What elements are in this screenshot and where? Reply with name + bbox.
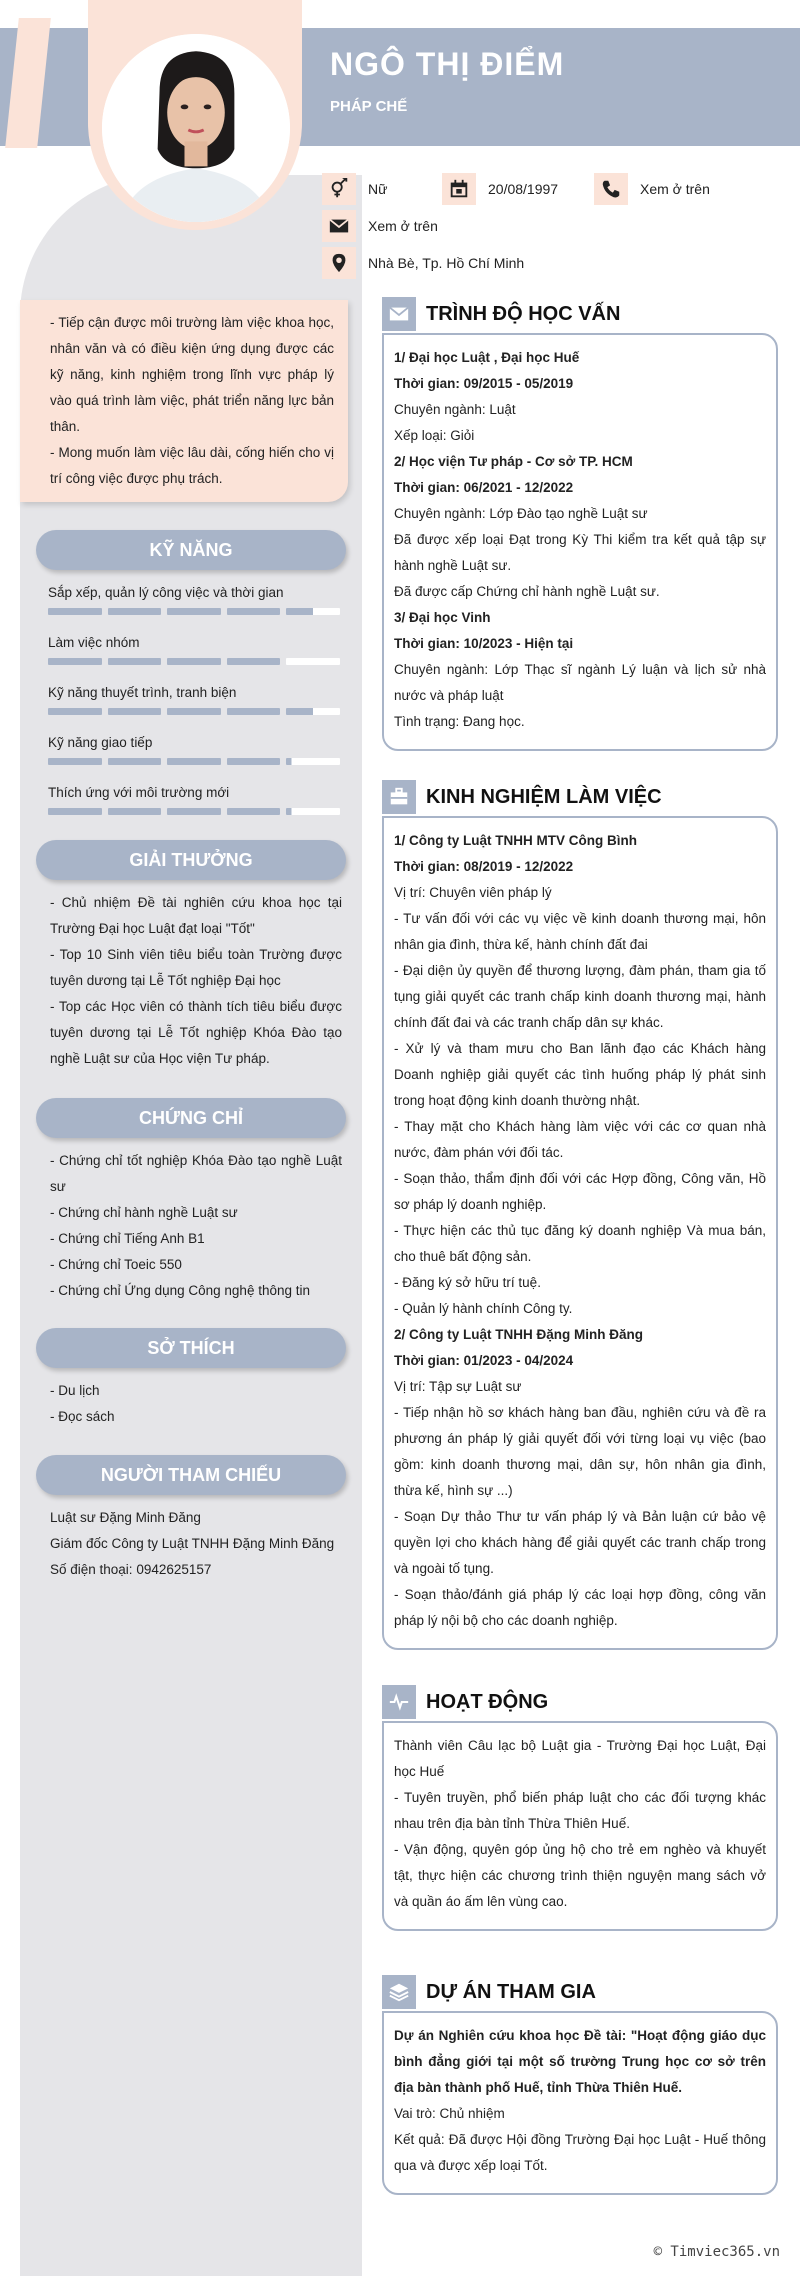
avatar: [98, 30, 294, 226]
contact-email: [322, 210, 438, 242]
gender-icon: [322, 173, 356, 205]
award-item: - Chủ nhiệm Đề tài nghiên cứu khoa học tại Trường Đại học Luật đạt loại "Tốt": [50, 895, 342, 936]
projects-box: [382, 2011, 778, 2195]
layers-icon: [382, 1975, 416, 2009]
section-line: - Tư vấn đối với các vụ việc về kinh doanh thương mại, hôn nhân gia đình, thừa kế, hành chính đất đai: [394, 911, 766, 952]
section-line: Chuyên ngành: Lớp Đào tạo nghề Luật sư: [394, 506, 648, 521]
skill-name: Thích ứng với môi trường mới: [48, 785, 230, 800]
certificate-item: - Chứng chỉ Tiếng Anh B1: [50, 1231, 205, 1246]
section-line: 1/ Công ty Luật TNHH MTV Công Bình: [394, 833, 637, 848]
section-line: Đã được cấp Chứng chỉ hành nghề Luật sư.: [394, 584, 660, 599]
section-line: Vai trò: Chủ nhiệm: [394, 2106, 505, 2121]
skill-item: [48, 635, 340, 665]
section-line: - Soạn Dự thảo Thư tư vấn pháp lý và Bản luận cứ bảo vệ quyền lợi cho khách hàng để giải quyết các tranh chấp trong và ngoài tố tụng.: [394, 1509, 766, 1576]
skill-bar: [48, 808, 340, 815]
section-line: 2/ Học viện Tư pháp - Cơ sở TP. HCM: [394, 454, 633, 469]
section-line: Dự án Nghiên cứu khoa học Đề tài: "Hoạt động giáo dục bình đẳng giới tại một số trường Trung học cơ sở trên địa bàn thành phố Huế, tỉnh Thừa Thiên Huế.: [394, 2028, 766, 2095]
section-line: Thời gian: 06/2021 - 12/2022: [394, 480, 574, 495]
briefcase-icon: [382, 780, 416, 814]
contact-phone: [594, 173, 710, 205]
references-heading: NGƯỜI THAM CHIẾU: [36, 1455, 346, 1495]
candidate-name: NGÔ THỊ ĐIỂM: [330, 46, 565, 82]
skill-item: [48, 585, 340, 615]
section-line: - Tuyên truyền, phổ biến pháp luật cho các đối tượng khác nhau trên địa bàn tỉnh Thừa Thiên Huế.: [394, 1790, 766, 1831]
skills-heading: KỸ NĂNG: [36, 530, 346, 570]
section-line: 2/ Công ty Luật TNHH Đặng Minh Đăng: [394, 1327, 643, 1342]
email-text: Xem ở trên: [368, 218, 438, 234]
section-line: - Thực hiện các thủ tục đăng ký doanh nghiệp Và mua bán, cho thuê bất động sản.: [394, 1223, 766, 1264]
reference-line: Giám đốc Công ty Luật TNHH Đặng Minh Đăng: [50, 1536, 335, 1551]
section-line: Vị trí: Chuyên viên pháp lý: [394, 885, 552, 900]
awards-list: [50, 890, 342, 1072]
hobby-item: - Đọc sách: [50, 1409, 115, 1424]
award-item: - Top các Học viên có thành tích tiêu biểu được tuyên dương tại Lễ Tốt nghiệp Khóa Đào tạo nghề Luật sư của Học viện Tư pháp.: [50, 999, 342, 1066]
projects-title: DỰ ÁN THAM GIA: [426, 1980, 596, 2003]
calendar-icon: [442, 173, 476, 205]
experience-content: [394, 828, 766, 1634]
education-section-title: [382, 297, 620, 331]
section-line: - Soạn thảo/đánh giá pháp lý các loại hợp đồng, công văn pháp lý nội bộ cho các doanh nghiệp.: [394, 1587, 766, 1628]
hobby-item: - Du lịch: [50, 1383, 100, 1398]
skill-name: Làm việc nhóm: [48, 635, 140, 650]
certificate-item: - Chứng chỉ Toeic 550: [50, 1257, 182, 1272]
certificates-list: [50, 1148, 342, 1304]
section-line: Đã được xếp loại Đạt trong Kỳ Thi kiểm tra kết quả tập sự hành nghề Luật sư.: [394, 532, 766, 573]
career-objective: [20, 300, 348, 502]
section-line: - Vận động, quyên góp ủng hộ cho trẻ em nghèo và khuyết tật, thực hiện các chương trình thiện nguyện mang sách vở và quần áo ấm lên vùng cao.: [394, 1842, 766, 1909]
section-line: Vị trí: Tập sự Luật sư: [394, 1379, 522, 1394]
objective-line: - Mong muốn làm việc lâu dài, cống hiến cho vị trí công việc được phụ trách.: [50, 445, 334, 486]
education-content: [394, 345, 766, 735]
awards-heading: GIẢI THƯỞNG: [36, 840, 346, 880]
job-title: PHÁP CHẾ: [330, 98, 408, 115]
birthday-text: 20/08/1997: [488, 181, 559, 197]
phone-icon: [594, 173, 628, 205]
activities-content: [394, 1733, 766, 1915]
references-list: [50, 1505, 342, 1583]
skill-bar: [48, 658, 340, 665]
section-line: Tình trạng: Đang học.: [394, 714, 525, 729]
reference-line: Số điện thoại: 0942625157: [50, 1562, 212, 1577]
experience-box: [382, 816, 778, 1650]
section-line: Chuyên ngành: Lớp Thạc sĩ ngành Lý luận và lịch sử nhà nước và pháp luật: [394, 662, 766, 703]
section-line: - Quản lý hành chính Công ty.: [394, 1301, 573, 1316]
education-box: [382, 333, 778, 751]
envelope-icon: [382, 297, 416, 331]
education-title: TRÌNH ĐỘ HỌC VẤN: [426, 302, 621, 325]
skill-item: [48, 685, 340, 715]
hobbies-list: [50, 1378, 342, 1430]
certificate-item: - Chứng chỉ hành nghề Luật sư: [50, 1205, 238, 1220]
skill-name: Kỹ năng thuyết trình, tranh biện: [48, 685, 237, 700]
activities-box: [382, 1721, 778, 1931]
section-line: - Tiếp nhận hồ sơ khách hàng ban đầu, nghiên cứu và đề ra phương án pháp lý giải quyết đối với từng loại vụ việc (bao gồm: kinh doanh thương mại, dân sự, hôn nhân gia đình, thừa kế, hình sự ...): [394, 1405, 766, 1498]
experience-section-title: [382, 780, 662, 814]
section-line: Xếp loại: Giỏi: [394, 428, 475, 443]
section-line: 1/ Đại học Luật , Đại học Huế: [394, 350, 580, 365]
location-icon: [322, 247, 356, 279]
section-line: - Đăng ký sở hữu trí tuệ.: [394, 1275, 541, 1290]
contact-gender: [322, 173, 387, 205]
projects-section-title: [382, 1975, 596, 2009]
skill-name: Sắp xếp, quản lý công việc và thời gian: [48, 585, 284, 600]
certificates-heading: CHỨNG CHỈ: [36, 1098, 346, 1138]
projects-content: [394, 2023, 766, 2179]
section-line: - Soạn thảo, thẩm định đối với các Hợp đồng, Công văn, Hồ sơ pháp lý doanh nghiệp.: [394, 1171, 766, 1212]
section-line: Thời gian: 01/2023 - 04/2024: [394, 1353, 574, 1368]
award-item: - Top 10 Sinh viên tiêu biểu toàn Trường được tuyên dương tại Lễ Tốt nghiệp Đại học: [50, 947, 342, 988]
section-line: Kết quả: Đã được Hội đồng Trường Đại học Luật - Huế thông qua và được xếp loại Tốt.: [394, 2132, 766, 2173]
section-line: Chuyên ngành: Luật: [394, 402, 516, 417]
section-line: Thành viên Câu lạc bộ Luật gia - Trường Đại học Luật, Đại học Huế: [394, 1738, 766, 1779]
activities-title: HOẠT ĐỘNG: [426, 1690, 549, 1713]
experience-title: KINH NGHIỆM LÀM VIỆC: [426, 785, 662, 808]
pulse-icon: [382, 1685, 416, 1719]
section-line: - Xử lý và tham mưu cho Ban lãnh đạo các Khách hàng Doanh nghiệp giải quyết các tình huống pháp lý phát sinh trong hoạt động kinh doanh thường nhật.: [394, 1041, 766, 1108]
skill-bar: [48, 758, 340, 765]
skill-item: [48, 785, 340, 815]
certificate-item: - Chứng chỉ Ứng dụng Công nghệ thông tin: [50, 1283, 310, 1298]
section-line: Thời gian: 09/2015 - 05/2019: [394, 376, 574, 391]
contact-birthday: [442, 173, 558, 205]
address-text: Nhà Bè, Tp. Hồ Chí Minh: [368, 255, 525, 271]
section-line: - Thay mặt cho Khách hàng làm việc với các cơ quan nhà nước, đàm phán với đối tác.: [394, 1119, 766, 1160]
phone-text: Xem ở trên: [640, 181, 710, 197]
reference-line: Luật sư Đặng Minh Đăng: [50, 1510, 201, 1525]
section-line: Thời gian: 10/2023 - Hiện tại: [394, 636, 574, 651]
footer-watermark: © Timviec365.vn: [653, 2244, 780, 2260]
gender-text: Nữ: [368, 181, 388, 197]
hobbies-heading: SỞ THÍCH: [36, 1328, 346, 1368]
skill-bar: [48, 608, 340, 615]
section-line: - Đại diện ủy quyền để thương lượng, đàm phán, tham gia tố tụng giải quyết các tranh chấp kinh doanh thương mại, hành chính đất đai và các tranh chấp dân sự khác.: [394, 963, 766, 1030]
section-line: Thời gian: 08/2019 - 12/2022: [394, 859, 574, 874]
activities-section-title: [382, 1685, 548, 1719]
skill-bar: [48, 708, 340, 715]
section-line: 3/ Đại học Vinh: [394, 610, 491, 625]
email-icon: [322, 210, 356, 242]
objective-line: - Tiếp cận được môi trường làm việc khoa học, nhân văn và có điều kiện ứng dụng được các kỹ năng, kinh nghiệm trong lĩnh vực pháp lý vào quá trình làm việc, phát triển năng lực bản thân.: [50, 315, 334, 434]
skill-name: Kỹ năng giao tiếp: [48, 735, 153, 750]
skill-item: [48, 735, 340, 765]
contact-address: [322, 247, 524, 279]
certificate-item: - Chứng chỉ tốt nghiệp Khóa Đào tạo nghề Luật sư: [50, 1153, 342, 1194]
